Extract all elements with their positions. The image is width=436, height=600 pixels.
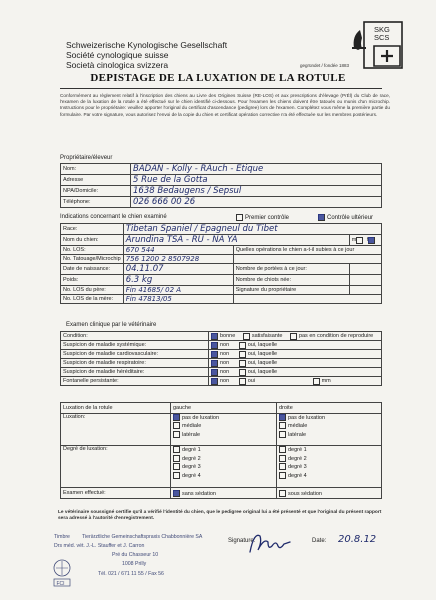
sire-label: No. LOS du père:: [61, 286, 124, 295]
clinical-table: [60, 331, 382, 386]
right-degree-1-checkbox[interactable]: [279, 446, 286, 453]
condition-good-label: bonne: [220, 333, 236, 340]
left-header: gauche: [171, 403, 277, 414]
clinical-row-cardio: [61, 350, 382, 359]
clinical-row-fontanelle: [61, 377, 382, 386]
clinical-row-respiratory: [61, 359, 382, 368]
signature-label: Signature:: [228, 538, 256, 544]
right-lateral-label: latérale: [288, 431, 307, 438]
clinical-row-systemic: [61, 341, 382, 350]
condition-field: [209, 332, 382, 341]
dog-row-breed: [61, 224, 382, 235]
los-value: 670 544: [125, 246, 155, 254]
sedation-label: sous sédation: [288, 490, 322, 497]
founded-text: gegründet / fondée 1883: [300, 63, 350, 68]
vet-signature-ink: [246, 528, 292, 558]
breed-field[interactable]: [123, 224, 381, 235]
owner-signature-label: Signature du propriétaire: [233, 286, 349, 295]
respiratory-no-label: non: [220, 360, 230, 367]
owner-city-field[interactable]: [131, 186, 382, 197]
no-sedation-checkbox[interactable]: [173, 490, 180, 497]
dog-row-dob: [61, 264, 382, 275]
systemic-no-label: non: [220, 342, 230, 349]
left-degree-options: [171, 446, 277, 488]
pups-label: Nombre de chiots née:: [233, 275, 349, 286]
dog-row-name: [61, 235, 382, 246]
sex-f-checkbox[interactable]: [368, 237, 375, 244]
sire-value: Fin 41685/ 02 A: [125, 286, 182, 294]
condition-unfit-label: pas en condition de reproduire: [298, 333, 374, 340]
weight-value: 6.3 kg: [125, 275, 153, 285]
fontanelle-no-checkbox[interactable]: [211, 378, 218, 385]
owner-signature-extra: [233, 295, 381, 304]
date-value: 20.8.12: [338, 534, 377, 545]
condition-ok-checkbox[interactable]: [243, 333, 250, 340]
followup-option[interactable]: [318, 214, 373, 221]
condition-unfit-checkbox[interactable]: [290, 333, 297, 340]
owner-name-field[interactable]: [131, 164, 382, 175]
luxation-section-title: Luxation de la rotule: [61, 403, 171, 414]
owner-section-title: Propriétaire/éleveur: [60, 155, 113, 161]
logo-scs-text: SCS: [374, 33, 390, 42]
tattoo-label: No. Tatouage/Microchip: [61, 255, 124, 264]
hereditary-yes-label: oui, laquelle: [247, 369, 278, 376]
tattoo-value: 756 1200 2 8507928: [125, 255, 200, 263]
dog-name-value: Arundina TSA - RU - NA YA: [125, 235, 238, 245]
dam-field[interactable]: [123, 295, 233, 304]
exam-sedation-cell: [277, 488, 382, 499]
stamp-line-4: 1008 Prilly: [122, 561, 147, 567]
fontanelle-yes-label: oui: [247, 378, 256, 385]
right-degree-2-label: degré 2: [288, 455, 307, 462]
owner-table: [60, 163, 382, 208]
left-degree-2-label: degré 2: [182, 455, 201, 462]
clinical-row-condition: [61, 332, 382, 341]
respiratory-yes-label: oui, laquelle: [247, 360, 278, 367]
respiratory-field: [209, 359, 382, 368]
hereditary-label: Suspicion de maladie héréditaire:: [61, 368, 209, 377]
fontanelle-field: [209, 377, 382, 386]
fontanelle-no-label: non: [220, 378, 230, 385]
prev-ops-label: Quelles opérations le chien a-t-il subies à ce jour: [233, 246, 381, 255]
owner-phone-label: Téléphone:: [61, 197, 131, 208]
right-degree-2-checkbox[interactable]: [279, 455, 286, 462]
condition-ok-label: satisfaisante: [251, 333, 283, 340]
weight-label: Poids:: [61, 275, 124, 286]
exam-no-sedation-cell: [171, 488, 277, 499]
right-degree-options: [277, 446, 382, 488]
dog-name-label: Nom du chien:: [61, 235, 124, 246]
dob-label: Date de naissance:: [61, 264, 124, 275]
left-lateral-label: latérale: [182, 431, 201, 438]
dog-row-los: [61, 246, 382, 255]
intro-paragraph: Conformément au règlement relatif à l'inscription des chiens au Livre des Origines Suisse (RE-LOS) et aux prescriptions d'élevage (PrÉl) du Club de race, l'examen de la luxation de la rotule a été effectué sur le chien identifié ci-dessous. Pour l'examen les chiens doivent être tatoués ou munis d'un microchip. Instructions pour le propriétaire: veuillez apporter l'original du certificat d'ascendance (pedigree) lors de l'examen. Complétez vous même la première partie du formulaire. Par votre signature, vous autorisez l'envoi de la copie du chien et certificat opération corrective n'a été effectuée sur les membres postérieurs.: [60, 93, 390, 117]
no-sedation-label: sans sédation: [182, 490, 216, 497]
dam-value: Fin 47813/05: [125, 295, 172, 303]
followup-label: Contrôle ultérieur: [327, 215, 374, 222]
los-field[interactable]: [123, 246, 233, 255]
cardio-no-checkbox[interactable]: [211, 351, 218, 358]
breed-label: Race:: [61, 224, 124, 235]
stamp-line-5: Tél. 021 / 671 11 55 / Fax 56: [98, 571, 164, 577]
stamp-line-2: Drs méd. vét. J.-L. Stauffer et J. Carron: [54, 543, 145, 549]
systemic-yes-checkbox[interactable]: [239, 342, 246, 349]
owner-address-value: 5 Rue de la Gotta: [133, 175, 208, 185]
sex-m-label: m: [351, 237, 357, 244]
right-degree-4-checkbox[interactable]: [279, 472, 286, 479]
first-check-checkbox[interactable]: [236, 214, 243, 221]
exam-label: Examen effectué:: [61, 488, 171, 499]
left-luxation-options: [171, 414, 277, 446]
vet-stamp: [52, 533, 222, 593]
page-title: DEPISTAGE DE LA LUXATION DE LA ROTULE: [90, 72, 346, 84]
right-lateral-checkbox[interactable]: [279, 431, 286, 438]
right-medial-label: médiale: [288, 423, 308, 430]
owner-city-label: NPA/Domicile:: [61, 186, 131, 197]
left-medial-label: médiale: [182, 423, 202, 430]
owner-row-phone: [61, 197, 382, 208]
cardio-no-label: non: [220, 351, 230, 358]
weight-field[interactable]: [123, 275, 233, 286]
left-no-luxation-label: pas de luxation: [182, 414, 219, 421]
sex-m-checkbox[interactable]: [356, 237, 363, 244]
left-degree-2-checkbox[interactable]: [173, 455, 180, 462]
owner-address-field[interactable]: [131, 175, 382, 186]
owner-name-value: BADAN - Kolly - RAuch - Etique: [133, 164, 264, 174]
prev-ops-field[interactable]: [233, 255, 381, 264]
right-degree-3-checkbox[interactable]: [279, 463, 286, 470]
left-degree-4-label: degré 4: [182, 472, 201, 479]
hereditary-yes-checkbox[interactable]: [239, 369, 246, 376]
left-degree-1-checkbox[interactable]: [173, 446, 180, 453]
right-degree-4-label: degré 4: [288, 472, 307, 479]
breed-value: Tibetan Spaniel / Epagneul du Tibet: [125, 224, 278, 234]
dog-row-tattoo: [61, 255, 382, 264]
right-no-luxation-checkbox[interactable]: [279, 414, 286, 421]
dob-field[interactable]: [123, 264, 233, 275]
date-label: Date:: [312, 538, 327, 544]
left-degree-1-label: degré 1: [182, 447, 201, 453]
exam-row: [61, 488, 382, 499]
org-name-fr: Société cynologique suisse: [66, 50, 169, 60]
hereditary-no-label: non: [220, 369, 230, 376]
owner-name-label: Nom:: [61, 164, 131, 175]
fci-label: FCI: [56, 581, 65, 587]
dog-name-field[interactable]: [123, 235, 349, 246]
clinical-row-hereditary: [61, 368, 382, 377]
cardio-field: [209, 350, 382, 359]
dog-row-dam: [61, 295, 382, 304]
org-name-it: Società cinologica svizzera: [66, 60, 169, 70]
owner-phone-field[interactable]: [131, 197, 382, 208]
right-degree-1-label: degré 1: [288, 447, 307, 453]
respiratory-yes-checkbox[interactable]: [239, 360, 246, 367]
systemic-yes-label: oui, laquelle: [247, 342, 278, 349]
left-lateral-checkbox[interactable]: [173, 431, 180, 438]
luxation-table: [60, 402, 382, 499]
owner-city-value: 1638 Bedaugens / Sepsul: [133, 186, 242, 196]
right-no-luxation-label: pas de luxation: [288, 414, 325, 421]
systemic-no-checkbox[interactable]: [211, 342, 218, 349]
dog-section-title: Indications concernant le chien examiné: [60, 214, 167, 220]
fontanelle-size-checkbox[interactable]: [313, 378, 320, 385]
stamp-line-3: Pré du Chasseur 10: [112, 552, 159, 558]
first-check-option[interactable]: [236, 214, 289, 221]
dog-row-sire: [61, 286, 382, 295]
left-medial-checkbox[interactable]: [173, 422, 180, 429]
condition-label: Condition:: [61, 332, 209, 341]
left-degree-3-checkbox[interactable]: [173, 463, 180, 470]
degree-label: Degré de luxation:: [61, 446, 171, 488]
left-no-luxation-checkbox[interactable]: [173, 414, 180, 421]
pups-field[interactable]: [349, 275, 381, 286]
respiratory-no-checkbox[interactable]: [211, 360, 218, 367]
fci-emblem-icon: [52, 555, 72, 589]
sedation-checkbox[interactable]: [279, 490, 286, 497]
right-degree-3-label: degré 3: [288, 464, 307, 470]
right-medial-checkbox[interactable]: [279, 422, 286, 429]
fontanelle-label: Fontanelle persistante:: [61, 377, 209, 386]
cardio-yes-label: oui, laquelle: [247, 351, 278, 358]
dam-label: No. LOS de la mère:: [61, 295, 124, 304]
owner-row-address: [61, 175, 382, 186]
stamp-prefix: Timbre: [54, 534, 70, 540]
first-check-label: Premier contrôle: [245, 215, 290, 222]
fontanelle-yes-checkbox[interactable]: [239, 378, 246, 385]
sire-field[interactable]: [123, 286, 233, 295]
vet-statement: Le vétérinaire soussigné certifie qu'il a vérifié l'identité du chien, que le pedigree original lui a été présenté et que l'original du présent rapport sera adressé à l'autorité d'enregistrement.: [58, 510, 382, 522]
org-name-de: Schweizerische Kynologische Gesellschaft: [66, 40, 228, 50]
litter-label: Nombre de portées à ce jour:: [233, 264, 349, 275]
systemic-field: [209, 341, 382, 350]
followup-checkbox[interactable]: [318, 214, 325, 221]
los-label: No. LOS:: [61, 246, 124, 255]
luxation-degree-row: [61, 446, 382, 488]
skg-logo: [348, 18, 404, 70]
owner-phone-value: 026 666 00 26: [133, 197, 196, 207]
clinical-section-title: Examen clinique par le vétérinaire: [66, 322, 157, 328]
luxation-header-row: [61, 403, 382, 414]
hereditary-field: [209, 368, 382, 377]
dog-row-weight: [61, 275, 382, 286]
hereditary-no-checkbox[interactable]: [211, 369, 218, 376]
owner-row-city: [61, 186, 382, 197]
stamp-line-1: Tierärztliche Gemeinschaftspraxis Chabbonnière SA: [82, 534, 203, 540]
owner-signature-field[interactable]: [349, 286, 381, 295]
tattoo-field[interactable]: [123, 255, 233, 264]
luxation-label: Luxation:: [61, 414, 171, 446]
left-degree-4-checkbox[interactable]: [173, 472, 180, 479]
title-divider: [60, 88, 382, 89]
litter-field[interactable]: [349, 264, 381, 275]
condition-good-checkbox[interactable]: [211, 333, 218, 340]
owner-row-name: [61, 164, 382, 175]
right-header: droite: [277, 403, 382, 414]
left-degree-3-label: degré 3: [182, 464, 201, 470]
respiratory-label: Suspicion de maladie respiratoire:: [61, 359, 209, 368]
organization-header: [66, 40, 227, 70]
sex-field: [349, 235, 381, 246]
systemic-label: Suspicion de maladie systémique:: [61, 341, 209, 350]
logo-skg-text: SKG: [374, 25, 390, 34]
owner-address-label: Adresse: [61, 175, 131, 186]
fontanelle-mm-label: mm: [321, 378, 331, 385]
dob-value: 04.11.07: [125, 264, 164, 274]
luxation-type-row: [61, 414, 382, 446]
right-luxation-options: [277, 414, 382, 446]
cardio-label: Suspicion de maladie cardiovasculaire:: [61, 350, 209, 359]
dog-table: [60, 223, 382, 304]
cardio-yes-checkbox[interactable]: [239, 351, 246, 358]
